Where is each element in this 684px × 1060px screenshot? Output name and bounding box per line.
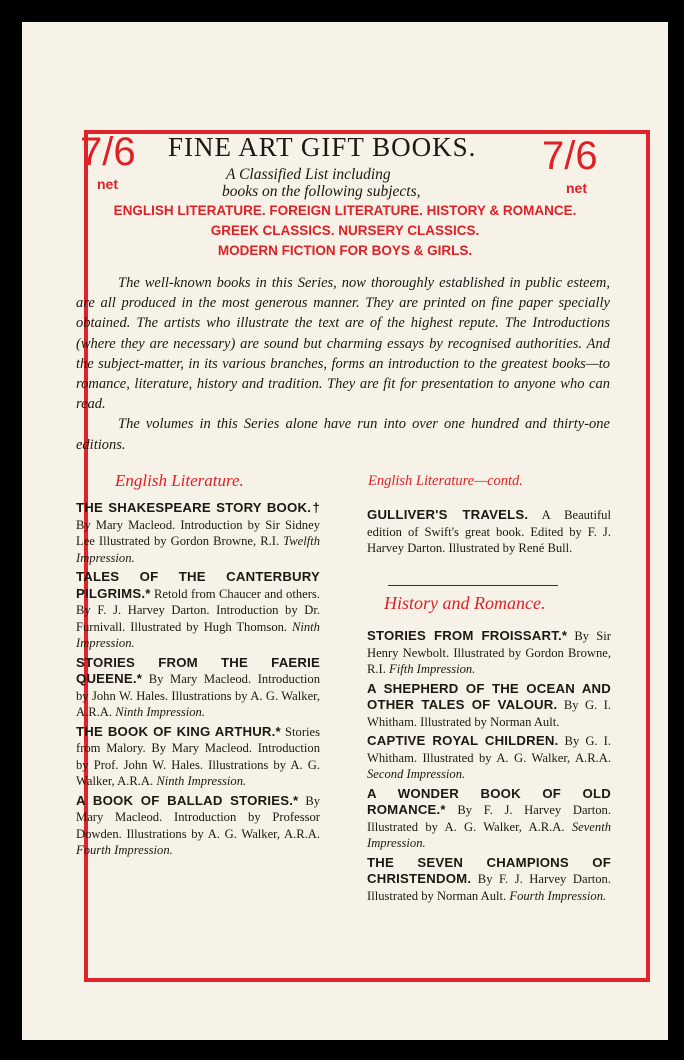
price-right: 7/6 <box>542 134 598 178</box>
book-title: THE SEVEN CHAMPIONS OF CHRISTENDOM. <box>367 854 611 886</box>
book-entry <box>76 655 320 721</box>
book-impression: Ninth Impression. <box>115 705 205 719</box>
book-title: A WONDER BOOK OF OLD ROMANCE.* <box>367 785 611 817</box>
book-entry <box>367 786 611 852</box>
book-title: TALES OF THE CANTERBURY PILGRIMS.* <box>76 569 320 601</box>
book-entry <box>76 500 320 566</box>
subjects-line1: ENGLISH LITERATURE. FOREIGN LITERATURE. HISTORY & ROMANCE. <box>113 203 577 218</box>
book-entry <box>367 628 611 678</box>
book-impression: Fourth Impression. <box>509 888 607 903</box>
intro-paragraph: The volumes in this Series alone have run into over one hundred and thirty-one editions. <box>76 416 610 453</box>
book-details: By Sir Henry Newbolt. Illustrated by Gordon Browne, R.I. <box>367 629 611 676</box>
price-left: 7/6 <box>80 130 136 174</box>
book-title: A SHEPHERD OF THE OCEAN AND OTHER TALES OF VALOUR. <box>367 680 611 712</box>
book-entry <box>367 855 611 905</box>
intro-text <box>76 273 610 455</box>
book-entry <box>367 507 611 557</box>
right-column-top <box>367 507 611 560</box>
book-details: By F. J. Harvey Darton. Illustrated by Norman Ault. <box>367 872 611 903</box>
book-details: By Mary Macleod. Introduction by Sir Sidney Lee Illustrated by Gordon Browne, R.I. <box>76 517 320 548</box>
book-details: By Mary Macleod. Introduction by John W. Hales. Illustrations by A. G. Walker, A.R.A. <box>76 672 320 719</box>
book-details: By Mary Macleod. Introduction by Professor Dowden. Illustrations by A. G. Walker, A.R.A. <box>76 793 321 841</box>
subjects-line3: MODERN FICTION FOR BOYS & GIRLS. <box>217 243 473 258</box>
net-label-right: net <box>566 180 587 196</box>
book-impression: Ninth Impression. <box>156 774 247 788</box>
book-impression: Seventh Impression. <box>367 819 611 850</box>
book-entry <box>76 569 320 652</box>
book-impression: Twelfth Impression. <box>76 534 320 565</box>
book-title: CAPTIVE ROYAL CHILDREN. <box>367 733 559 748</box>
book-details: A Beautiful edition of Swift's great book. Edited by F. J. Harvey Darton. Illustrated by René Bull. <box>367 508 611 555</box>
section-divider <box>388 585 558 586</box>
subtitle-line2: books on the following subjects, <box>222 183 421 200</box>
book-impression: Second Impression. <box>367 767 466 781</box>
book-details: Retold from Chaucer and others. By F. J. Harvey Darton. Introduction by Dr. Furnivall. Illustrated by Hugh Thomson. <box>76 586 320 634</box>
section-heading-english-literature: English Literature. <box>115 471 244 490</box>
book-details: By F. J. Harvey Darton. Illustrated by A. G. Walker, A.R.A. <box>367 803 611 834</box>
book-title: GULLIVER'S TRAVELS. <box>367 507 529 522</box>
right-column-bottom <box>367 628 611 907</box>
section-heading-history-and-romance: History and Romance. <box>384 593 546 613</box>
subjects-line2: GREEK CLASSICS. NURSERY CLASSICS. <box>210 223 480 238</box>
book-title: A BOOK OF BALLAD STORIES.* <box>76 792 299 808</box>
book-entry <box>76 724 320 790</box>
subtitle-line1: A Classified List including <box>226 166 391 183</box>
book-entry <box>367 681 611 731</box>
book-entry <box>76 793 320 859</box>
book-impression: Fifth Impression. <box>389 662 476 676</box>
book-impression: Fourth Impression. <box>76 843 173 857</box>
book-title: STORIES FROM FROISSART.* <box>367 628 568 643</box>
intro-paragraph: The well-known books in this Series, now thoroughly established in public esteem, are all produced in the most generous manner. They are printed on fine paper specially obtained. The artists who illustrate the text are of the highest repute. The Introductions (where they are necessary) are sound but charming essays by recognised authorities. And the subject-matter, in its various branches, forms an introduction to the greatest books—to romance, literature, history and tradition. They are fit for presentation to anyone who can read. <box>76 275 610 413</box>
left-column <box>76 500 320 862</box>
page-title: FINE ART GIFT BOOKS. <box>168 132 477 162</box>
subjects-list <box>80 201 610 261</box>
book-entry <box>367 733 611 783</box>
book-title: STORIES FROM THE FAERIE QUEENE.* <box>76 654 320 686</box>
book-impression: Ninth Impression. <box>76 619 320 650</box>
book-title: THE BOOK OF KING ARTHUR.* <box>76 723 281 739</box>
net-label-left: net <box>97 176 118 192</box>
section-heading-english-literature-contd: English Literature—contd. <box>368 473 523 489</box>
book-details: By G. I. Whitham. Illustrated by A. G. Walker, A.R.A. <box>367 734 611 765</box>
book-details: Stories from Malory. By Mary Macleod. Introduction by Prof. John W. Hales. Illustrations by A. G. Walker, A.R.A. <box>76 724 320 788</box>
book-details: By G. I. Whitham. Illustrated by Norman Ault. <box>367 698 611 729</box>
book-title: THE SHAKESPEARE STORY BOOK.† <box>76 500 320 515</box>
